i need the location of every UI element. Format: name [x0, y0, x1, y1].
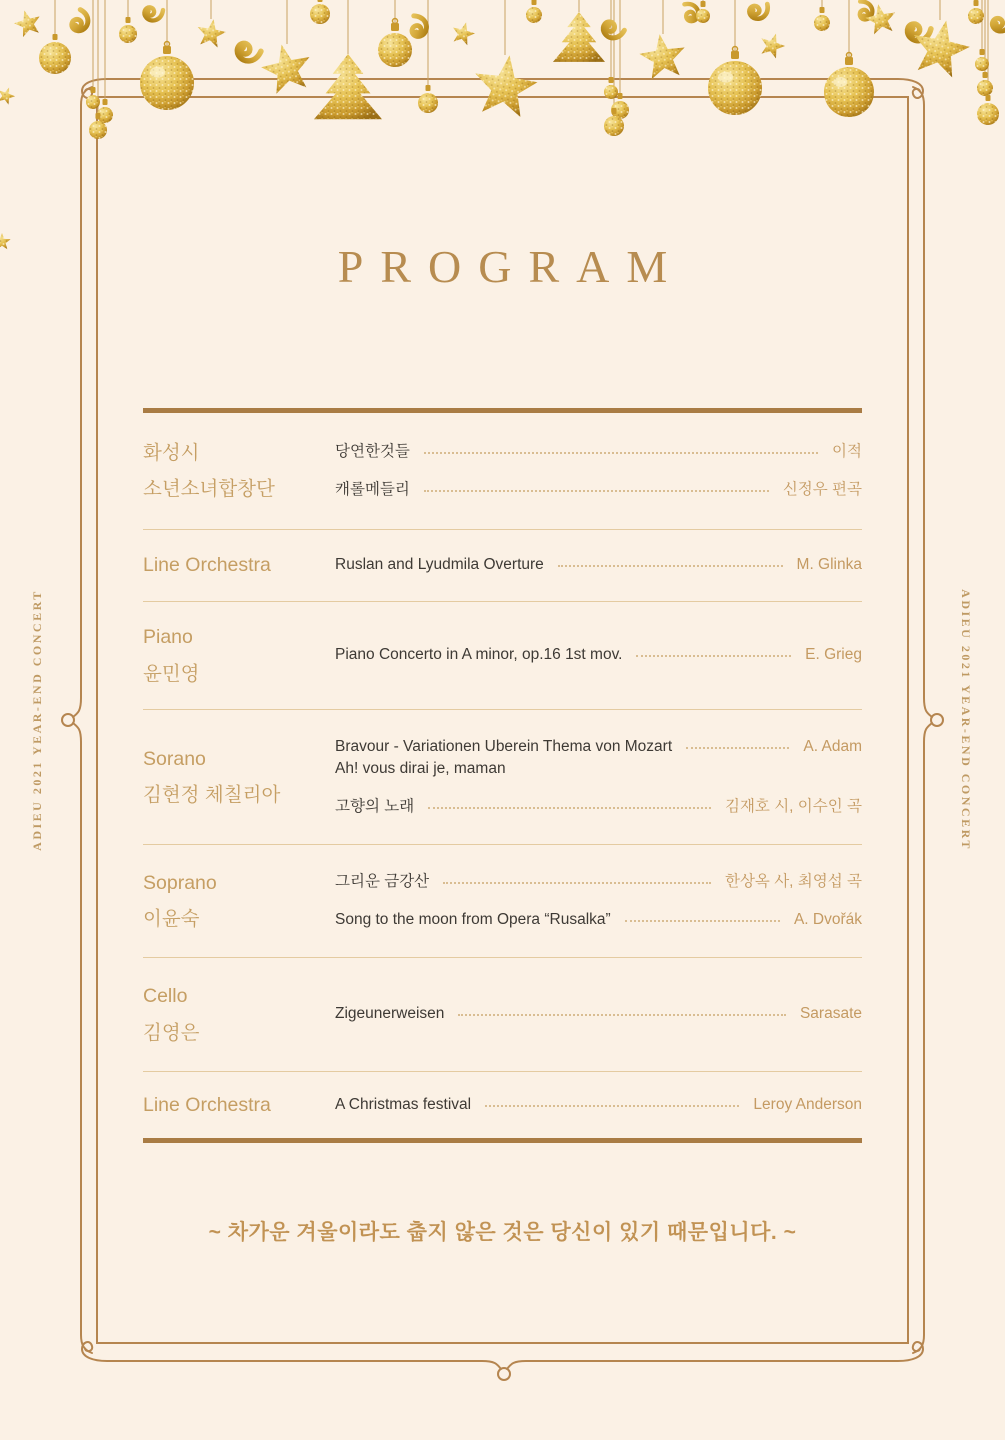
bauble-icon — [977, 95, 999, 125]
song-row — [335, 441, 862, 463]
dotted-leader — [443, 871, 711, 884]
bauble-icon — [708, 47, 762, 116]
corner-flourish — [898, 1335, 924, 1361]
ribbon-curl-icon — [990, 9, 1005, 35]
bauble-icon — [140, 42, 194, 111]
song-title — [335, 554, 544, 576]
song-row — [335, 1003, 862, 1025]
bauble-icon — [310, 0, 330, 24]
bauble-icon — [975, 49, 989, 71]
composer-name: 신정우 편곡 — [782, 480, 862, 498]
program-section — [143, 602, 862, 710]
song-list — [335, 710, 862, 844]
song-row — [335, 796, 862, 818]
bauble-icon — [968, 0, 984, 24]
bauble-icon — [604, 108, 624, 136]
song-row — [335, 554, 862, 576]
loop-knot — [482, 1361, 526, 1380]
ribbon-curl-icon — [680, 0, 701, 23]
song-title — [335, 644, 622, 666]
composer-name: Leroy Anderson — [753, 1095, 862, 1113]
song-row — [335, 1094, 862, 1116]
loop-knot — [924, 698, 943, 742]
program-table — [143, 408, 862, 1143]
ribbon-curl-icon — [602, 21, 626, 40]
bauble-icon — [89, 113, 107, 139]
song-title — [335, 871, 429, 893]
song-title — [335, 1003, 444, 1025]
bauble-icon — [119, 17, 137, 43]
program-section — [143, 710, 862, 845]
song-title-line: Ruslan and Lyudmila Overture — [335, 556, 544, 574]
dotted-leader — [485, 1094, 739, 1107]
performer-name — [143, 413, 335, 529]
program-section — [143, 958, 862, 1072]
bauble-icon — [39, 34, 71, 74]
star-icon — [0, 233, 11, 249]
program-section — [143, 1072, 862, 1138]
bauble-icon — [696, 1, 710, 23]
ribbon-curl-icon — [408, 13, 428, 37]
song-list — [335, 530, 862, 601]
ribbon-curl-icon — [237, 43, 262, 62]
song-list — [335, 413, 862, 529]
corner-flourish — [898, 79, 924, 105]
star-icon — [0, 85, 17, 106]
dotted-leader — [625, 909, 780, 922]
performer-name — [143, 602, 335, 709]
star-icon — [12, 7, 44, 38]
song-title — [335, 1094, 471, 1116]
composer-name: A. Adam — [803, 737, 862, 755]
song-title-line: Bravour - Variationen Uberein Thema von Mozart — [335, 737, 673, 755]
song-row — [335, 736, 862, 781]
song-title — [335, 736, 672, 781]
star-icon — [863, 2, 898, 36]
bauble-icon — [418, 85, 438, 113]
performer-line: 김영은 — [143, 1021, 200, 1044]
star-icon — [907, 15, 974, 80]
christmas-tree-icon — [553, 12, 605, 62]
performer-name — [143, 710, 335, 844]
performer-name — [143, 845, 335, 957]
performer-name — [143, 1072, 335, 1138]
ribbon-curl-icon — [907, 22, 932, 41]
song-list — [335, 1072, 862, 1138]
song-title — [335, 479, 410, 501]
performer-line: 윤민영 — [143, 662, 200, 685]
composer-name: Sarasate — [799, 1005, 862, 1023]
bauble-icon — [526, 0, 542, 23]
star-icon — [470, 51, 540, 119]
ribbon-curl-icon — [144, 5, 165, 22]
bauble-icon — [611, 93, 629, 119]
song-title-line: 캐롤메들리 — [335, 480, 410, 498]
ribbon-curl-icon — [71, 9, 90, 33]
corner-flourish — [81, 1335, 107, 1361]
bauble-icon — [97, 99, 113, 123]
song-title-line: Piano Concerto in A minor, op.16 1st mov. — [335, 646, 623, 664]
side-text-left: ADIEU 2021 YEAR-END CONCERT — [30, 589, 44, 851]
program-section — [143, 845, 862, 958]
composer-name: 한상옥 사, 최영섭 곡 — [724, 873, 862, 891]
dotted-leader — [636, 644, 791, 657]
christmas-tree-icon — [314, 54, 382, 119]
program-section — [143, 413, 862, 530]
song-title-line: A Christmas festival — [335, 1095, 472, 1113]
song-title-line: 그리운 금강산 — [335, 873, 430, 891]
performer-line: 김현정 체칠리아 — [143, 784, 281, 806]
bauble-icon — [814, 7, 830, 31]
song-title — [335, 909, 611, 931]
composer-name: M. Glinka — [796, 556, 862, 574]
song-row — [335, 644, 862, 666]
song-title-line: Song to the moon from Opera “Rusalka” — [335, 910, 611, 928]
song-title — [335, 796, 414, 818]
dotted-leader — [458, 1003, 786, 1016]
song-title-line: Zigeunerweisen — [335, 1005, 445, 1023]
song-list — [335, 845, 862, 957]
performer-line: Piano — [143, 626, 193, 649]
performer-name — [143, 958, 335, 1071]
performer-name — [143, 530, 335, 601]
song-title-line: 당연한것들 — [335, 443, 410, 461]
dotted-leader — [686, 736, 789, 749]
star-icon — [195, 17, 228, 49]
composer-name: 이적 — [832, 443, 862, 461]
performer-line: Line Orchestra — [143, 1093, 271, 1116]
song-list — [335, 602, 862, 709]
song-title — [335, 441, 410, 463]
side-text-right: ADIEU 2021 YEAR-END CONCERT — [959, 589, 973, 851]
dotted-leader — [428, 796, 711, 809]
star-icon — [257, 39, 315, 95]
composer-name: 김재호 시, 이수인 곡 — [724, 797, 862, 815]
performer-line: Sorano — [143, 747, 206, 770]
performer-line: 화성시 — [143, 441, 200, 464]
performer-line: 소년소녀합창단 — [143, 478, 275, 500]
song-row — [335, 479, 862, 501]
song-list — [335, 958, 862, 1071]
song-row — [335, 909, 862, 931]
bauble-icon — [977, 72, 993, 96]
dotted-leader — [424, 441, 818, 454]
bauble-icon — [86, 87, 100, 109]
footer-message: ~ 차가운 겨울이라도 춥지 않은 것은 당신이 있기 때문입니다. ~ — [208, 1221, 797, 1244]
bauble-icon — [604, 77, 618, 99]
star-icon — [449, 19, 477, 46]
bauble-icon — [824, 53, 874, 118]
dotted-leader — [558, 554, 783, 567]
song-title-line: Ah! vous dirai je, maman — [335, 760, 506, 778]
bauble-icon — [378, 19, 412, 68]
song-title-line: 고향의 노래 — [335, 797, 415, 815]
composer-name: A. Dvořák — [793, 910, 862, 928]
performer-line: 이윤숙 — [143, 908, 200, 930]
star-icon — [637, 31, 688, 80]
corner-flourish — [81, 79, 107, 105]
page-title: PROGRAM — [337, 241, 685, 292]
ribbon-curl-icon — [855, 0, 874, 21]
song-row — [335, 871, 862, 893]
star-icon — [757, 30, 788, 60]
composer-name: E. Grieg — [805, 646, 862, 664]
loop-knot — [62, 698, 81, 742]
performer-line: Line Orchestra — [143, 554, 271, 577]
dotted-leader — [424, 479, 769, 492]
program-section — [143, 530, 862, 602]
performer-line: Cello — [143, 985, 188, 1008]
performer-line: Soprano — [143, 871, 217, 894]
ribbon-curl-icon — [747, 0, 772, 22]
